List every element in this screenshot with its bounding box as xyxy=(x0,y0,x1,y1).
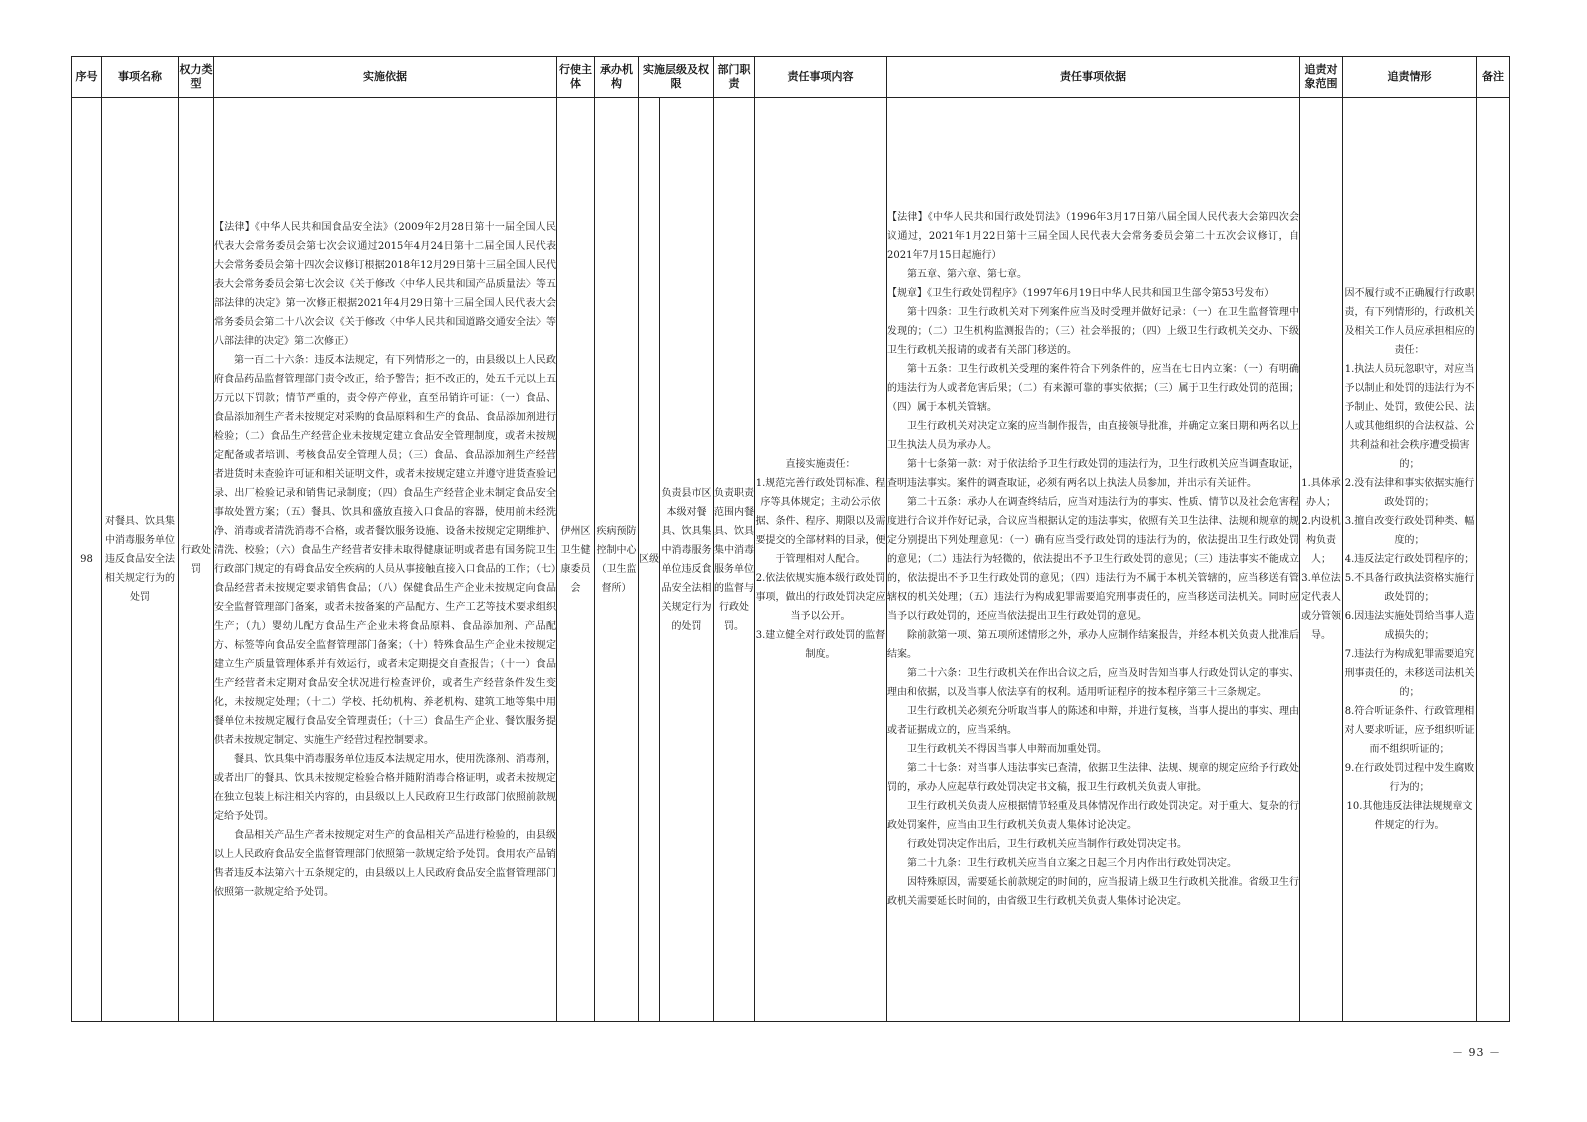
header-resp-basis: 责任事项依据 xyxy=(887,57,1300,98)
cell-remark xyxy=(1477,98,1510,1022)
resp-basis-paragraph: 第二十五条：承办人在调查终结后，应当对违法行为的事实、性质、情节以及社会危害程度进行合议并作好记录，合议应当根据认定的违法事实，依照有关卫生法律、法规和规章的规定分别提出下列处理意见：（一）确有应当受行政处罚的违法行为的，依法提出卫生行政处罚的意见；（二）违法行为轻微的，依法提出不予卫生行政处罚的意见；（三）违法事实不能成立的，依法提出不予卫生行政处罚的意见；（四）违法行为不属于本机关管辖的，应当移送有管辖权的机关处理；（五）违法行为构成犯罪需要追究刑事责任的，应当移送司法机关。同时应当予以行政处罚的，还应当依法提出卫生行政处罚的意见。 xyxy=(887,497,1299,622)
scope-line: 3.单位法定代表人或分管领导。 xyxy=(1301,573,1341,641)
resp-basis-paragraph: 因特殊原因，需要延长前款规定的时间的，应当报请上级卫生行政机关批准。省级卫生行政机关需要延长时间的，由省级卫生行政机关负责人集体讨论决定。 xyxy=(887,877,1299,907)
resp-basis-paragraph: 第五章、第六章、第七章。 xyxy=(907,269,1027,280)
circumstance-line: 因不履行或不正确履行行政职责，有下列情形的，行政机关及相关工作人员应承担相应的责任： xyxy=(1344,288,1475,356)
resp-basis-paragraph: 【法律】《中华人民共和国行政处罚法》（1996年3月17日第八届全国人民代表大会第四次会议通过，2021年1月22日第十三届全国人民代表大会常务委员会第二十五次会议修订，自2021年7月15日起施行） xyxy=(887,212,1299,261)
cell-agency: 疾病预防控制中心（卫生监督所） xyxy=(595,98,639,1022)
circumstance-line: 1.执法人员玩忽职守，对应当予以制止和处罚的违法行为不予制止、处罚，致使公民、法人或其他组织的合法权益、公共利益和社会秩序遭受损害的； xyxy=(1344,364,1475,470)
resp-basis-paragraph: 卫生行政机关不得因当事人申辩而加重处罚。 xyxy=(907,744,1107,755)
cell-power-type: 行政处罚 xyxy=(179,98,214,1022)
header-scope: 追责对象范围 xyxy=(1300,57,1343,98)
cell-name: 对餐具、饮具集中消毒服务单位违反食品安全法相关规定行为的处罚 xyxy=(102,98,179,1022)
cell-seq: 98 xyxy=(72,98,102,1022)
resp-basis-paragraph: 第二十七条：对当事人违法事实已查清，依据卫生法律、法规、规章的规定应给予行政处罚的，承办人应起草行政处罚决定书文稿，报卫生行政机关负责人审批。 xyxy=(887,763,1299,793)
responsibility-table xyxy=(71,56,1510,1022)
resp-basis-paragraph: 卫生行政机关对决定立案的应当制作报告，由直接领导批准，并确定立案日期和两名以上卫生执法人员为承办人。 xyxy=(887,421,1299,451)
resp-basis-paragraph: 第二十六条：卫生行政机关在作出合议之后，应当及时告知当事人行政处罚认定的事实、理由和依据，以及当事人依法享有的权利。适用听证程序的按本程序第三十三条规定。 xyxy=(887,668,1299,698)
circumstance-line: 2.没有法律和事实依据实施行政处罚的； xyxy=(1344,478,1475,508)
resp-basis-paragraph: 行政处罚决定作出后，卫生行政机关应当制作行政处罚决定书。 xyxy=(907,839,1187,850)
resp-basis-paragraph: 【规章】《卫生行政处罚程序》（1997年6月19日中华人民共和国卫生部令第53号发布） xyxy=(887,288,1275,299)
basis-paragraph: 食品相关产品生产者未按规定对生产的食品相关产品进行检验的，由县级以上人民政府食品安全监督管理部门依照第一款规定给予处罚。食用农产品销售者违反本法第六十五条规定的，由县级以上人民政府食品安全监督管理部门依照第一款规定给予处罚。 xyxy=(214,829,556,898)
table-row xyxy=(72,98,1510,1022)
cell-level: 区级 xyxy=(639,98,660,1022)
circumstance-line: 9.在行政处罚过程中发生腐败行为的； xyxy=(1344,763,1475,793)
basis-paragraph: 第一百二十六条：违反本法规定，有下列情形之一的，由县级以上人民政府食品药品监督管理部门责令改正，给予警告；拒不改正的，处五千元以上五万元以下罚款；情节严重的，责令停产停业，直至吊销许可证：（一）食品、食品添加剂生产者未按规定对采购的食品原料和生产的食品、食品添加剂进行检验；（二）食品生产经营企业未按规定建立食品安全管理制度，或者未按规定配备或者培训、考核食品安全管理人员；（三）食品、食品添加剂生产经营者进货时未查验许可证和相关证明文件，或者未按规定建立并遵守进货查验记录、出厂检验记录和销售记录制度；（四）食品生产经营企业未制定食品安全事故处置方案；（五）餐具、饮具和盛放直接入口食品的容器，使用前未经洗净、消毒或者清洗消毒不合格，或者餐饮服务设施、设备未按规定定期维护、清洗、校验；（六）食品生产经营者安排未取得健康证明或者患有国务院卫生行政部门规定的有碍食品安全疾病的人员从事接触直接入口食品的工作；（七）食品经营者未按规定要求销售食品；（八）保健食品生产企业未按规定向食品安全监督管理部门备案，或者未按备案的产品配方、生产工艺等技术要求组织生产；（九）婴幼儿配方食品生产企业未将食品原料、食品添加剂、产品配方、标签等向食品安全监督管理部门备案；（十）特殊食品生产企业未按规定建立生产质量管理体系并有效运行，或者未定期提交自查报告；（十一）食品生产经营者未定期对食品安全状况进行检查评价，或者生产经营条件发生变化，未按规定处理；（十二）学校、托幼机构、养老机构、建筑工地等集中用餐单位未按规定履行食品安全管理责任；（十三）食品生产企业、餐饮服务提供者未按规定制定、实施生产经营过程控制要求。 xyxy=(214,354,556,746)
header-seq: 序号 xyxy=(72,57,102,98)
scope-line: 1.具体承办人； xyxy=(1301,478,1341,508)
circumstance-line: 10.其他违反法律法规规章文件规定的行为。 xyxy=(1346,801,1473,831)
cell-duty: 负责职责范围内餐具、饮具集中消毒服务单位的监督与行政处罚。 xyxy=(714,98,755,1022)
resp-content-line: 2.依法依规实施本级行政处罚事项，做出的行政处罚决定应当予以公开。 xyxy=(755,573,886,622)
header-power-type: 权力类型 xyxy=(179,57,214,98)
header-agency: 承办机构 xyxy=(595,57,639,98)
resp-basis-paragraph: 卫生行政机关负责人应根据情节轻重及具体情况作出行政处罚决定。对于重大、复杂的行政处罚案件，应当由卫生行政机关负责人集体讨论决定。 xyxy=(887,801,1299,831)
resp-basis-paragraph: 第二十九条：卫生行政机关应当自立案之日起三个月内作出行政处罚决定。 xyxy=(907,858,1237,869)
cell-circumstances xyxy=(1343,98,1477,1022)
resp-content-line: 1.规范完善行政处罚标准、程序等具体规定；主动公示依据、条件、程序、期限以及需要提交的全部材料的目录，便于管理相对人配合。 xyxy=(755,478,886,565)
header-basis: 实施依据 xyxy=(214,57,557,98)
header-row xyxy=(72,57,1510,98)
header-remark: 备注 xyxy=(1477,57,1510,98)
header-subject: 行使主体 xyxy=(557,57,595,98)
header-name: 事项名称 xyxy=(102,57,179,98)
resp-basis-paragraph: 除前款第一项、第五项所述情形之外，承办人应制作结案报告，并经本机关负责人批准后结案。 xyxy=(887,630,1299,660)
header-resp-content: 责任事项内容 xyxy=(755,57,887,98)
scope-line: 2.内设机构负责人； xyxy=(1301,516,1341,565)
cell-subject: 伊州区卫生健康委员会 xyxy=(557,98,595,1022)
header-circumstances: 追责情形 xyxy=(1343,57,1477,98)
page-number: － 93 － xyxy=(1452,1046,1501,1059)
cell-level-detail: 负责县市区本级对餐具、饮具集中消毒服务单位违反食品安全法相关规定行为的处罚 xyxy=(660,98,714,1022)
cell-resp-basis xyxy=(887,98,1300,1022)
resp-basis-paragraph: 第十四条：卫生行政机关对下列案件应当及时受理并做好记录：（一）在卫生监督管理中发现的；（二）卫生机构监测报告的；（三）社会举报的；（四）上级卫生行政机关交办、下级卫生行政机关报请的或者有关部门移送的。 xyxy=(887,307,1299,356)
circumstance-line: 6.因违法实施处罚给当事人造成损失的； xyxy=(1344,611,1475,641)
circumstance-line: 3.擅自改变行政处罚种类、幅度的； xyxy=(1344,516,1475,546)
header-duty: 部门职责 xyxy=(714,57,755,98)
cell-scope xyxy=(1300,98,1343,1022)
circumstance-line: 7.违法行为构成犯罪需要追究刑事责任的，未移送司法机关的； xyxy=(1344,649,1475,698)
circumstance-line: 4.违反法定行政处罚程序的； xyxy=(1344,554,1475,565)
basis-paragraph: 餐具、饮具集中消毒服务单位违反本法规定用水，使用洗涤剂、消毒剂，或者出厂的餐具、饮具未按规定检验合格并随附消毒合格证明，或者未按规定在独立包装上标注相关内容的，由县级以上人民政府卫生行政部门依照前款规定给予处罚。 xyxy=(214,753,556,822)
header-level: 实施层级及权限 xyxy=(639,57,714,98)
circumstance-line: 8.符合听证条件、行政管理相对人要求听证，应予组织听证而不组织听证的； xyxy=(1344,706,1475,755)
resp-basis-paragraph: 第十七条第一款：对于依法给予卫生行政处罚的违法行为，卫生行政机关应当调查取证，查明违法事实。案件的调查取证，必须有两名以上执法人员参加，并出示有关证件。 xyxy=(887,459,1299,489)
resp-basis-paragraph: 第十五条：卫生行政机关受理的案件符合下列条件的，应当在七日内立案：（一）有明确的违法行为人或者危害后果；（二）有来源可靠的事实依据；（三）属于卫生行政处罚的范围；（四）属于本机关管辖。 xyxy=(887,364,1299,413)
cell-resp-content xyxy=(755,98,887,1022)
resp-content-line: 直接实施责任： xyxy=(785,459,856,470)
resp-content-line: 3.建立健全对行政处罚的监督制度。 xyxy=(755,630,886,660)
circumstance-line: 5.不具备行政执法资格实施行政处罚的； xyxy=(1344,573,1475,603)
resp-basis-paragraph: 卫生行政机关必须充分听取当事人的陈述和申辩，并进行复核，当事人提出的事实、理由或者证据成立的，应当采纳。 xyxy=(887,706,1299,736)
basis-paragraph: 【法律】《中华人民共和国食品安全法》（2009年2月28日第十一届全国人民代表大会常务委员会第七次会议通过2015年4月24日第十二届全国人民代表大会常务委员会第十四次会议修订根据2018年12月29日第十三届全国人民代表大会常务委员会第七次会议《关于修改〈中华人民共和国产品质量法〉等五部法律的决定》第一次修正根据2021年4月29日第十三届全国人民代表大会常务委员会第二十八次会议《关于修改〈中华人民共和国道路交通安全法〉等八部法律的决定》第二次修正） xyxy=(214,221,556,347)
cell-basis xyxy=(214,98,557,1022)
